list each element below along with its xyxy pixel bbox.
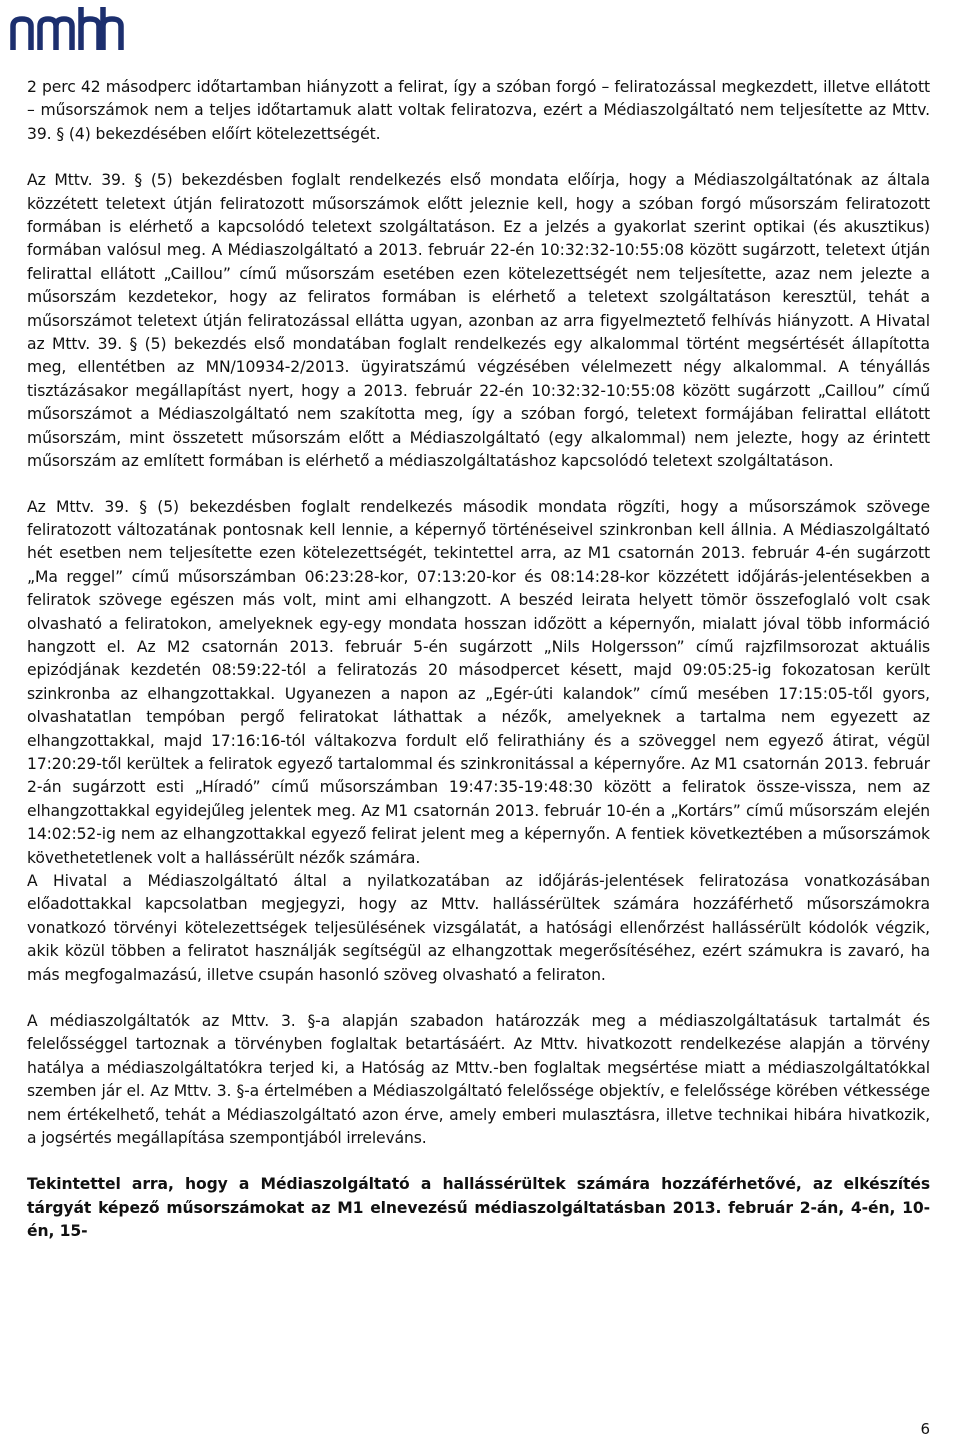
nmhh-logo xyxy=(10,4,126,54)
paragraph-3: Az Mttv. 39. § (5) bekezdésben foglalt rendelkezés második mondata rögzíti, hogy a műsorszámok szövege feliratozott változatának pontosnak kell lennie, a képernyő történéseivel szinkronban kell állnia. A Médiaszolgáltató hét esetben nem teljesítette ezen kötelezettségét, tekintettel arra, az M1 csatornán 2013. február 4-én sugárzott „Ma reggel” című műsorszámban 06:23:28-kor, 07:13:20-kor és 08:14:28-kor közzétett időjárás-jelentésekben a feliratok szövege egészen más volt, mint ami elhangzott. A beszéd leirata helyett tömör összefoglaló volt csak olvasható a feliratokon, amelyeknek egy-egy mondata hosszan időzött a képernyőn, mialatt jóval több információ hangzott el. Az M2 csatornán 2013. február 5-én sugárzott „Nils Holgersson” című rajzfilmsorozat aktuális epizódjának kezdetén 08:59:22-tól a feliratozás 20 másodpercet késett, majd 09:05:25-ig fokozatosan került szinkronba az elhangzottakkal. Ugyanezen a napon az „Egér-úti kalandok” című mesében 17:15:05-től gyors, olvashatatlan tempóban pergő feliratokat láthattak a nézők, amelyeknek a tartalma nem egyezett az elhangzottakkal, majd 17:16:16-tól váltakozva fordult elő felirathiány és a szöveggel nem egyező átirat, végül 17:20:29-től kerültek a feliratok egyező tartalommal és szinkronitással a képernyőre. Az M1 csatornán 2013. február 2-án sugárzott esti „Híradó” című műsorszámban 19:47:35-19:48:30 között a feliratok össze-vissza, nem az elhangzottakkal egyidejűleg jelentek meg. Az M1 csatornán 2013. február 10-én a „Kortárs” című műsorszám elején 14:02:52-ig nem az elhangzottakkal egyező felirat jelent meg a képernyőn. A fentiek következtében a műsorszámok követhetetlenek volt a hallássérült nézők számára. xyxy=(27,497,930,867)
paragraph-1: 2 perc 42 másodperc időtartamban hiányzott a felirat, így a szóban forgó – feliratozással megkezdett, illetve ellátott – műsorszámok nem a teljes időtartamuk alatt voltak feliratozva, ezért a Médiaszolgáltató nem teljesítette az Mttv. 39. § (4) bekezdésében előírt kötelezettségét. xyxy=(27,78,930,143)
document-body xyxy=(27,76,930,1244)
paragraph-6-bold: Tekintettel arra, hogy a Médiaszolgáltató a hallássérültek számára hozzáférhetővé, az elkészítés tárgyát képező műsorszámokat az M1 elnevezésű médiaszolgáltatásban 2013. február 2-án, 4-én, 10-én, 15- xyxy=(27,1175,930,1241)
nmhh-logo-mark xyxy=(10,4,126,54)
paragraph-5: A médiaszolgáltatók az Mttv. 3. §-a alapján szabadon határozzák meg a médiaszolgáltatásuk tartalmát és felelősséggel tartoznak a törvényben foglaltak betartásáért. Az Mttv. hivatkozott rendelkezése alapján a törvény hatálya a médiaszolgáltatókra terjed ki, a Hatóság az Mttv.-ben foglaltak megsértése miatt a médiaszolgáltatókkal szemben jár el. Az Mttv. 3. §-a értelmében a Médiaszolgáltató felelőssége objektív, e felelőssége körében vétkessége nem értékelhető, tehát a Médiaszolgáltató azon érve, amely emberi mulasztásra, illetve technikai hibára hivatkozik, a jogsértés megállapítása szempontjából irreleváns. xyxy=(27,1012,930,1148)
page-number: 6 xyxy=(920,1420,930,1438)
paragraph-2: Az Mttv. 39. § (5) bekezdésben foglalt rendelkezés első mondata előírja, hogy a Médiaszolgáltatónak az általa közzétett teletext útján feliratozott műsorszámok előtt jeleznie kell, hogy a szóban forgó műsorszám feliratozott formában is elérhető a kapcsolódó teletext szolgáltatáson. Ez a jelzés a gyakorlat szerint optikai (és akusztikus) formában valósul meg. A Médiaszolgáltató a 2013. február 22-én 10:32:32-10:55:08 között sugárzott, teletext útján felirattal ellátott „Caillou” című műsorszám esetében ezen kötelezettségét nem teljesítette, azaz nem jelezte a műsorszám kezdetekor, hogy az feliratos formában is elérhető a teletext szolgáltatáson keresztül, tehát a műsorszámot teletext útján feliratozással ellátta ugyan, azonban az arra figyelmeztető felhívás hiányzott. A Hivatal az Mttv. 39. § (5) bekezdés első mondatában foglalt rendelkezés egy alkalommal történt megsértését állapította meg, ellentétben az MN/10934-2/2013. ügyiratszámú végzésében vélelmezett négy alkalommal. A tényállás tisztázásakor megállapítást nyert, hogy a 2013. február 22-én 10:32:32-10:55:08 között sugárzott „Caillou” című műsorszámot a Médiaszolgáltató nem szakította meg, így a szóban forgó, teletext formájában felirattal ellátott műsorszám, mint összetett műsorszám előtt a Médiaszolgáltató (egy alkalommal) nem jelezte, hogy az érintett műsorszám az említett formában is elérhető a médiaszolgáltatáshoz kapcsolódó teletext szolgáltatáson. xyxy=(27,171,930,471)
paragraph-4: A Hivatal a Médiaszolgáltató által a nyilatkozatában az időjárás-jelentések feliratozása vonatkozásában előadottakkal kapcsolatban megjegyzi, hogy az Mttv. hallássérültek számára hozzáférhető műsorszámokra vonatkozó törvényi kötelezettségek teljesülésének vizsgálatát, a hatósági ellenőrzést hallássérült kódolók végzik, akik közül többen a feliratot használják segítségül az elhangzottak megerősítéséhez, ezért számukra is zavaró, ha más megfogalmazású, illetve csupán hasonló szöveg olvasható a feliraton. xyxy=(27,872,930,984)
